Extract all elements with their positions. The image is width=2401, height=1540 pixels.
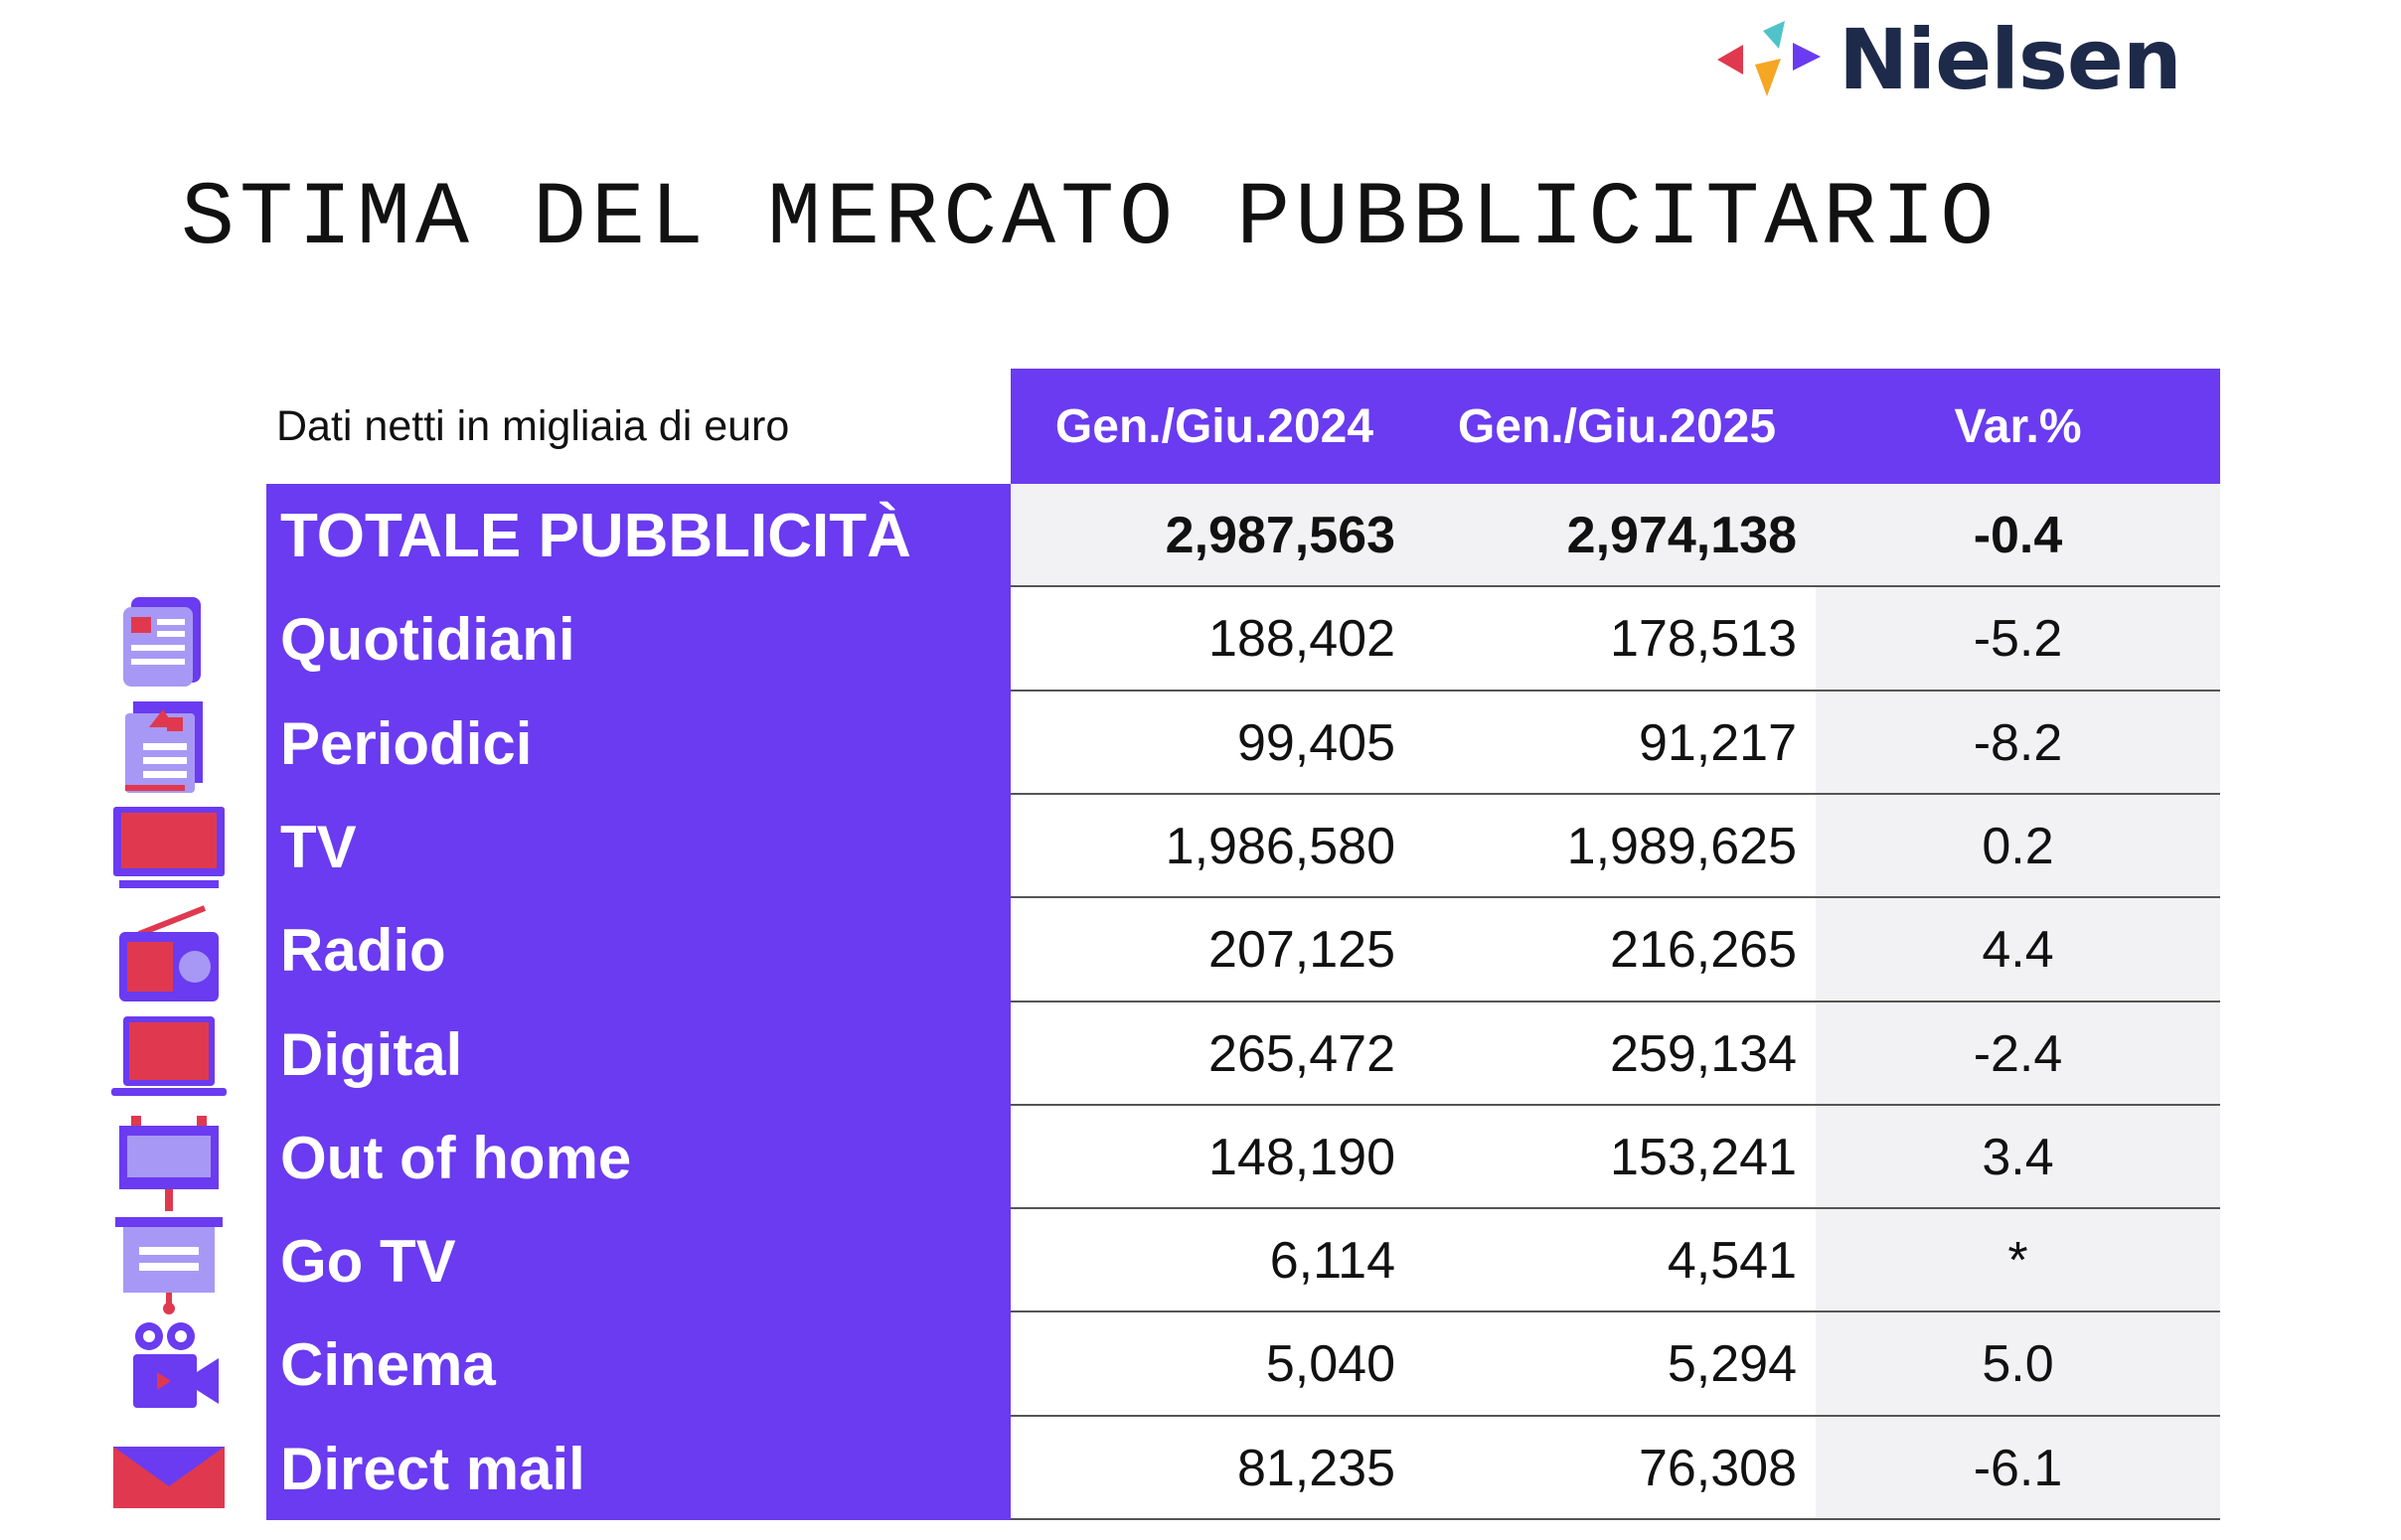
column-header-2024: Gen./Giu.2024 xyxy=(1054,399,1374,453)
value-2025: 153,241 xyxy=(1610,1129,1797,1186)
laptop-icon xyxy=(109,1006,229,1110)
category-label: Quotidiani xyxy=(280,605,575,673)
variation-percent: * xyxy=(2007,1232,2028,1290)
variation-percent: -6.1 xyxy=(1973,1440,2063,1497)
column-header-var: Var.% xyxy=(1954,399,2082,453)
variation-percent: -5.2 xyxy=(1973,610,2063,668)
variation-percent: -0.4 xyxy=(1973,507,2063,564)
variation-percent: -8.2 xyxy=(1973,714,2063,772)
value-2025: 5,294 xyxy=(1667,1335,1797,1393)
value-2024: 148,190 xyxy=(1208,1129,1395,1186)
value-2025: 4,541 xyxy=(1667,1232,1797,1290)
value-2024: 5,040 xyxy=(1265,1335,1395,1393)
value-2025: 76,308 xyxy=(1638,1440,1797,1497)
variation-percent: -2.4 xyxy=(1973,1025,2063,1083)
variation-percent: 0.2 xyxy=(1982,818,2054,875)
row-divider xyxy=(1011,1518,2220,1520)
variation-percent: 4.4 xyxy=(1982,921,2054,979)
value-2024: 99,405 xyxy=(1236,714,1395,772)
radio-icon xyxy=(109,902,229,1005)
value-2025: 2,974,138 xyxy=(1566,507,1797,564)
variation-percent: 5.0 xyxy=(1982,1335,2054,1393)
value-2024: 1,986,580 xyxy=(1165,818,1395,875)
value-2024: 188,402 xyxy=(1208,610,1395,668)
newspaper-icon xyxy=(109,591,229,694)
category-label: Cinema xyxy=(280,1330,496,1398)
page-title: STIMA DEL MERCATO PUBBLICITARIO xyxy=(181,169,2000,270)
variation-percent: 3.4 xyxy=(1982,1129,2054,1186)
category-label: Go TV xyxy=(280,1227,456,1295)
value-2024: 207,125 xyxy=(1208,921,1395,979)
total-row-label: TOTALE PUBBLICITÀ xyxy=(280,501,911,570)
category-label: Periodici xyxy=(280,709,533,777)
value-2024: 81,235 xyxy=(1236,1440,1395,1497)
movie-camera-icon xyxy=(109,1316,229,1420)
value-2024: 6,114 xyxy=(1269,1232,1395,1290)
value-2025: 1,989,625 xyxy=(1566,818,1797,875)
value-2024: 265,472 xyxy=(1208,1025,1395,1083)
category-label: Digital xyxy=(280,1020,463,1088)
billboard-icon xyxy=(109,1110,229,1213)
value-2025: 91,217 xyxy=(1638,714,1797,772)
value-2025: 259,134 xyxy=(1610,1025,1797,1083)
value-2025: 178,513 xyxy=(1610,610,1797,668)
category-label: Radio xyxy=(280,916,446,984)
category-label: TV xyxy=(280,813,357,880)
column-header-2025: Gen./Giu.2025 xyxy=(1457,399,1777,453)
tv-icon xyxy=(109,799,229,902)
envelope-icon xyxy=(109,1421,229,1524)
category-label: Out of home xyxy=(280,1124,632,1191)
brand-name: Nielsen xyxy=(1839,11,2181,108)
nielsen-logo xyxy=(1709,10,2181,109)
category-label: Direct mail xyxy=(280,1435,585,1502)
value-2024: 2,987,563 xyxy=(1165,507,1395,564)
nielsen-logo-mark-icon xyxy=(1709,15,1829,104)
value-2025: 216,265 xyxy=(1610,921,1797,979)
screen-sign-icon xyxy=(109,1213,229,1316)
magazine-icon xyxy=(109,695,229,799)
units-note: Dati netti in migliaia di euro xyxy=(276,402,790,450)
